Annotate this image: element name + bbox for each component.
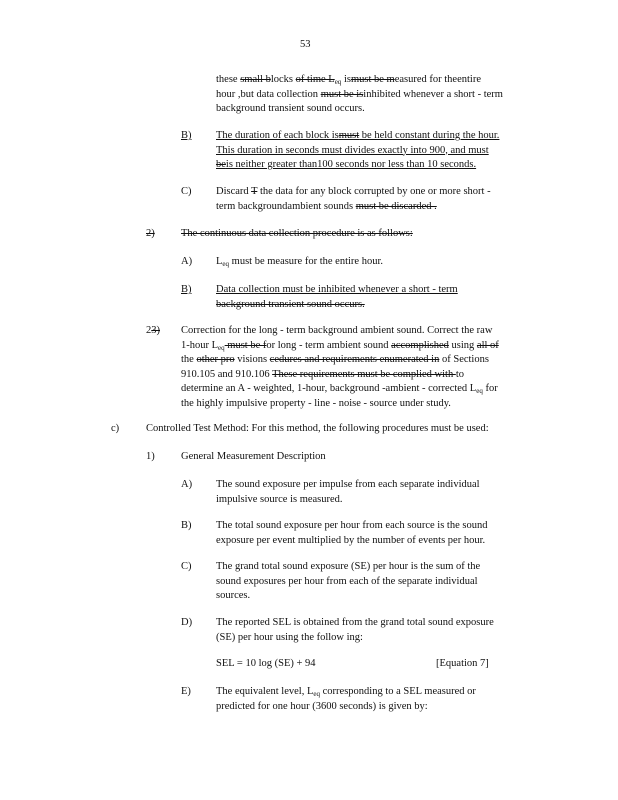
item-a-paragraph xyxy=(216,478,480,507)
text-line: The reported SEL is obtained from the grand total sound exposure xyxy=(216,617,494,628)
item-b-paragraph xyxy=(216,129,538,173)
item-e-paragraph xyxy=(216,685,476,714)
item-label-b: B) xyxy=(181,130,192,141)
item-label-c: C) xyxy=(181,186,192,197)
text-line: The sound exposure per impulse from each separate individual xyxy=(216,479,480,490)
equation-tag: [Equation 7] xyxy=(436,658,489,669)
text-line: the other pro visions cedures and requirements enumerated in of Sections xyxy=(181,354,489,365)
item-label-c: C) xyxy=(181,561,192,572)
item-label-e: E) xyxy=(181,686,191,697)
text-line: these small blocks of time $L_{eq}$ ismust be measured for theentire xyxy=(216,74,481,86)
text-line: The grand total sound exposure (SE) per hour is the sum of the xyxy=(216,561,481,572)
text-line: exposure per event multiplied by the number of events per hour. xyxy=(216,534,486,546)
text-line: 910.105 and 910.106 These requirements must be complied with to xyxy=(181,368,464,380)
text-line: Data collection must be inhibited whenever a short - term xyxy=(216,284,458,295)
text-line: background transient sound occurs. xyxy=(216,103,365,114)
item-b-paragraph xyxy=(216,283,458,312)
item-c-paragraph xyxy=(216,560,480,604)
text-line: sources. xyxy=(216,590,251,601)
text-line: sound exposures per hour from each of the separate individual xyxy=(216,575,478,587)
item-label-2: 2) xyxy=(146,228,155,239)
text-line: the highly impulsive property - line - noise - source under study. xyxy=(181,397,451,409)
continued-paragraph xyxy=(216,73,536,117)
item-label-b: B) xyxy=(181,284,192,295)
equation: SEL = 10 log (SE) + 94 xyxy=(216,658,316,669)
text-line: Discard T the data for any block corrupted by one or more short - xyxy=(216,186,491,197)
item-a-text: $L_{eq}$ must be measure for the entire hour. xyxy=(216,256,383,268)
text-line: This duration in seconds must divides exactly into 900, and must xyxy=(216,144,489,156)
item-label-d: D) xyxy=(181,617,193,628)
text-line: The duration of each block ismust be held constant during the hour. xyxy=(216,130,500,141)
item-label-1: 1) xyxy=(146,451,155,462)
item-d-paragraph xyxy=(216,616,494,645)
text-line: The total sound exposure per hour from each source is the sound xyxy=(216,520,488,531)
item-label-a: A) xyxy=(181,479,193,490)
item-label-2: 23) xyxy=(146,325,160,336)
item-b-paragraph xyxy=(216,519,487,548)
text-line: The equivalent level, $L_{eq}$ corresponding to a SEL measured or xyxy=(216,686,476,698)
text-line: 1-hour $L_{eq}$ must be for long - term ambient sound accomplished using all of xyxy=(181,339,499,352)
item-label-a: A) xyxy=(181,256,193,267)
item-c-paragraph xyxy=(216,185,538,214)
text-line: determine an A - weighted, 1-hour, background -ambient - corrected $L_{eq}$ for xyxy=(181,383,498,395)
text-line: Correction for the long - term background ambient sound. Correct the raw xyxy=(181,325,493,336)
text-line: beis neither greater than100 seconds nor less than 10 seconds. xyxy=(216,159,477,170)
text-line: impulsive source is measured. xyxy=(216,493,343,505)
page-number: 53 xyxy=(300,39,311,50)
text-line: background transient sound occurs. xyxy=(216,298,365,310)
text-line: term backgroundambient sounds must be discarded . xyxy=(216,200,437,212)
text-line: (SE) per hour using the follow ing: xyxy=(216,631,363,643)
text-line: hour ,but data collection must be isinhibited whenever a short - term xyxy=(216,88,503,100)
section-c-heading: Controlled Test Method: For this method, the following procedures must be used: xyxy=(146,423,489,434)
text-line: predicted for one hour (3600 seconds) is given by: xyxy=(216,700,428,712)
correction-paragraph xyxy=(181,324,535,411)
item-2-heading: The continuous data collection procedure is as follows: xyxy=(181,228,413,239)
item-label-b: B) xyxy=(181,520,192,531)
item-1-heading: General Measurement Description xyxy=(181,451,326,462)
section-label-c: c) xyxy=(111,423,120,434)
